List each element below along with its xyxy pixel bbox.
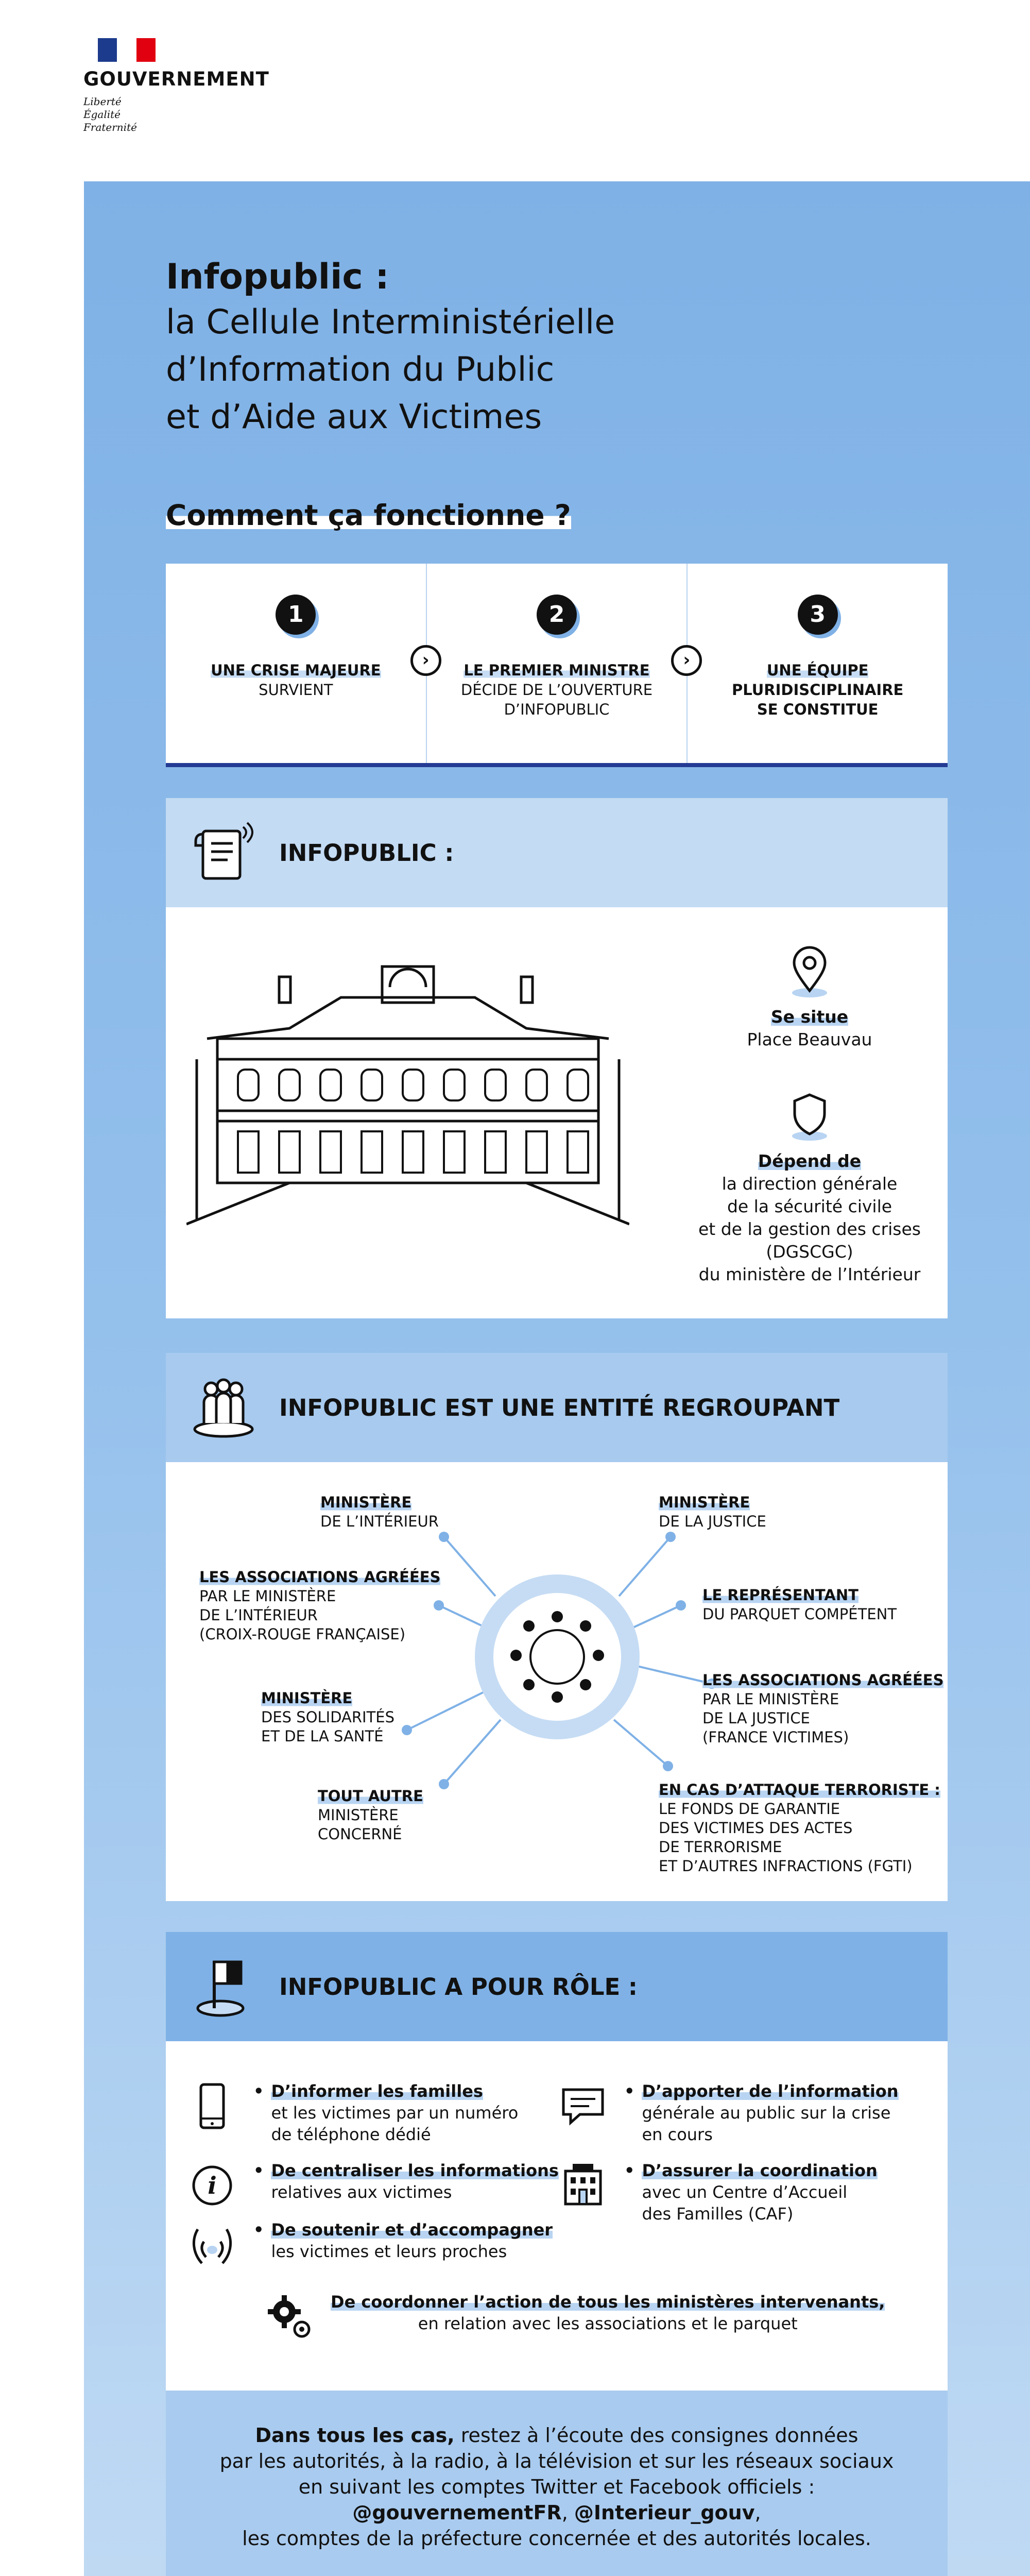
scroll-icon: [187, 817, 260, 889]
section-infopublic-header: [166, 798, 948, 907]
entity-ministere-interieur: MINISTÈRE DE L’INTÉRIEUR: [320, 1494, 439, 1530]
step-title: UNE ÉQUIPE: [766, 662, 869, 679]
infopublic-card: [166, 907, 948, 1318]
twitter-account-link[interactable]: @gouvernementFR: [352, 2501, 562, 2524]
gears-icon: [264, 2291, 315, 2343]
step-number: 3: [798, 595, 838, 635]
step-line: D’INFOPUBLIC: [504, 701, 610, 718]
step-1: [166, 564, 430, 763]
phone-icon: [186, 2080, 238, 2132]
french-flag-icon: [98, 38, 156, 62]
entity-ministere-justice: MINISTÈRE DE LA JUSTICE: [659, 1494, 766, 1530]
title-sub-1: la Cellule Interministérielle: [166, 303, 615, 342]
role-item: • D’informer les familles et les victimes par un numéro de téléphone dédié: [186, 2080, 518, 2145]
title-main: Infopublic :: [166, 257, 389, 297]
section-role-label: INFOPUBLIC A POUR RÔLE :: [279, 1973, 638, 2001]
flag-icon: [187, 1951, 260, 2023]
section-infopublic-label: INFOPUBLIC :: [279, 839, 454, 867]
step-number: 1: [276, 595, 316, 635]
speech-bubble-icon: [557, 2080, 609, 2132]
location-pin-icon: [786, 943, 833, 1000]
entity-associations-justice: LES ASSOCIATIONS AGRÉÉES PAR LE MINISTÈRE DE LA JUSTICE (FRANCE VICTIMES): [702, 1671, 944, 1746]
step-title: LE PREMIER MINISTRE: [464, 662, 650, 679]
notice-box: Dans tous les cas, restez à l’écoute des consignes données par les autorités, à la radio, à la télévision et sur les réseaux sociaux en suivant les comptes Twitter et Facebook officiels : @gouvernementFR, @Interieur_gouv, les comptes de la préfecture concernée et des autorités locales.: [166, 2391, 948, 2576]
info-icon: [186, 2160, 238, 2211]
role-item: • D’apporter de l’information générale au public sur la crise en cours: [557, 2080, 899, 2145]
depends-info: Dépend de la direction générale de la sécurité civile et de la gestion des crises (DGSCGC) du ministère de l’Intérieur: [696, 1088, 923, 1286]
step-line: DÉCIDE DE L’OUVERTURE: [460, 681, 653, 699]
role-item-coordinate: De coordonner l’action de tous les ministères intervenants, en relation avec les associations et le parquet: [264, 2291, 885, 2343]
step-line: SE CONSTITUE: [757, 701, 879, 718]
entity-fgti: EN CAS D’ATTAQUE TERRORISTE : LE FONDS DE GARANTIE DES VICTIMES DES ACTES DE TERRORISME ET D’AUTRES INFRACTIONS (FGTI): [659, 1781, 940, 1875]
role-card: [166, 2041, 948, 2391]
step-line: SURVIENT: [259, 681, 333, 699]
section-role-header: [166, 1932, 948, 2041]
title-sub-2: d’Information du Public: [166, 350, 555, 389]
entity-autre-ministere: TOUT AUTRE MINISTÈRE CONCERNÉ: [318, 1787, 423, 1843]
role-item: • D’assurer la coordination avec un Centre d’Accueil des Familles (CAF): [557, 2160, 878, 2225]
government-name: GOUVERNEMENT: [83, 68, 269, 90]
role-item: • De soutenir et d’accompagner les victimes et leurs proches: [186, 2219, 553, 2270]
step-title: UNE CRISE MAJEURE: [211, 662, 381, 679]
chevron-right-icon: ›: [410, 645, 441, 676]
step-2: [427, 564, 691, 763]
hands-icon: [186, 2219, 238, 2270]
entity-parquet: LE REPRÉSENTANT DU PARQUET COMPÉTENT: [702, 1586, 897, 1623]
step-number: 2: [537, 595, 577, 635]
people-group-icon: [187, 1371, 260, 1444]
role-item: i • De centraliser les informations relatives aux victimes: [186, 2160, 559, 2211]
step-line: PLURIDISCIPLINAIRE: [732, 681, 904, 699]
government-logo: [83, 38, 300, 134]
location-key: Se situe: [770, 1007, 849, 1027]
shield-icon: [786, 1088, 833, 1144]
entity-ministere-solidarites: MINISTÈRE DES SOLIDARITÉS ET DE LA SANTÉ: [261, 1689, 395, 1745]
building-icon: [557, 2160, 609, 2211]
twitter-account-link[interactable]: @Interieur_gouv: [574, 2501, 755, 2524]
entities-card: [166, 1462, 948, 1901]
building-illustration: [186, 956, 629, 1245]
section-entities-header: [166, 1353, 948, 1462]
location-info: [696, 943, 923, 1051]
section-entities-label: INFOPUBLIC EST UNE ENTITÉ REGROUPANT: [279, 1394, 840, 1421]
chevron-right-icon: ›: [671, 645, 702, 676]
depends-key: Dépend de: [758, 1151, 862, 1171]
page-title: [166, 256, 784, 441]
title-sub-3: et d’Aide aux Victimes: [166, 398, 542, 436]
steps-card: [166, 564, 948, 767]
motto: Liberté Égalité Fraternité: [83, 95, 137, 133]
entity-associations-interieur: LES ASSOCIATIONS AGRÉÉES PAR LE MINISTÈRE DE L’INTÉRIEUR (CROIX-ROUGE FRANÇAISE): [199, 1568, 441, 1643]
location-value: Place Beauvau: [747, 1029, 872, 1049]
step-3: [688, 564, 948, 763]
how-heading: Comment ça fonctionne ?: [166, 499, 571, 532]
svg-text:i: i: [208, 2172, 217, 2199]
